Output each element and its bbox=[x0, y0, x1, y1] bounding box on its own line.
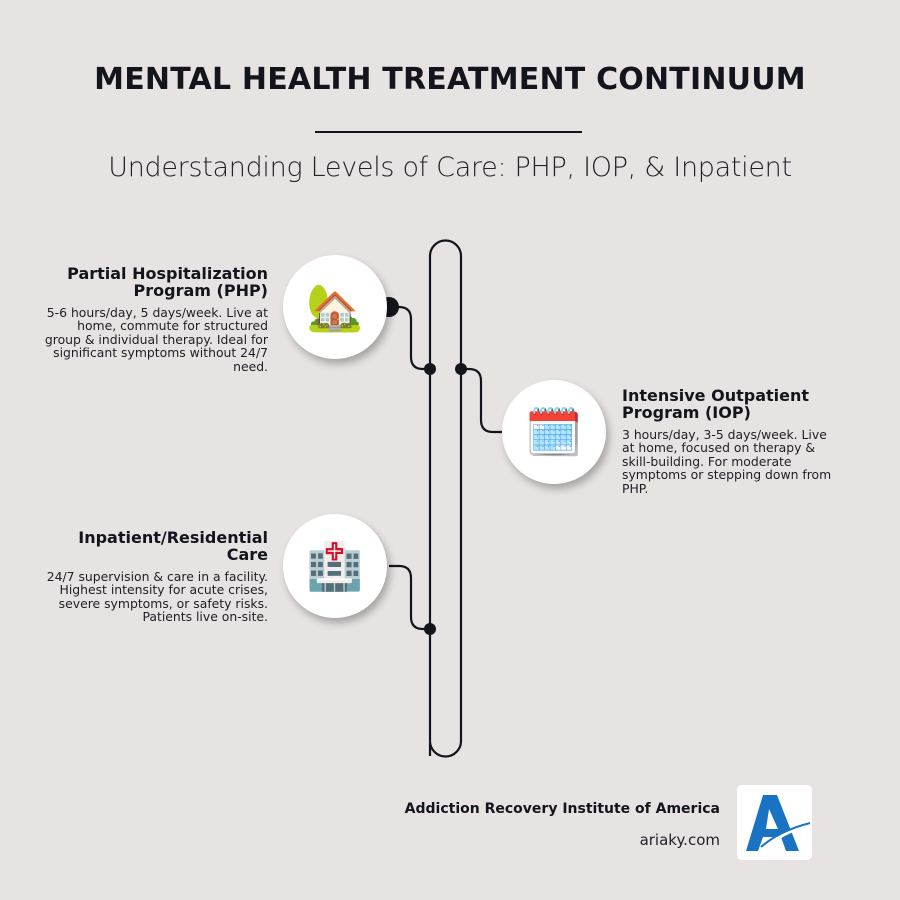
spiral-calendar-icon: 🗓️ bbox=[525, 405, 583, 459]
organization-name: Addiction Recovery Institute of America bbox=[404, 801, 720, 817]
inpatient-connector bbox=[389, 566, 430, 629]
iop-title: Intensive Outpatient Program (IOP) bbox=[622, 386, 810, 422]
php-title: Partial Hospitalization Program (PHP) bbox=[67, 264, 268, 300]
iop-track-dot bbox=[455, 363, 467, 375]
inpatient-title: Inpatient/Residential Care bbox=[78, 528, 268, 564]
php-connector bbox=[389, 307, 430, 369]
organization-url[interactable]: ariaky.com bbox=[639, 831, 720, 849]
iop-icon-circle bbox=[502, 380, 606, 484]
iop-connector bbox=[461, 369, 504, 432]
iop-description-block bbox=[622, 387, 837, 495]
php-description-block bbox=[38, 265, 268, 373]
inpatient-description-block bbox=[38, 529, 268, 624]
logo-a-icon bbox=[737, 785, 812, 860]
inpatient-description: 24/7 supervision & care in a facility. Highest intensity for acute crises, severe symptoms, or safety risks. Patients live on-site. bbox=[46, 569, 268, 625]
inpatient-icon-circle bbox=[283, 514, 387, 618]
organization-logo bbox=[737, 785, 812, 860]
hospital-icon: 🏥 bbox=[306, 539, 364, 593]
php-track-dot bbox=[424, 363, 436, 375]
continuum-track bbox=[430, 241, 461, 757]
page-subtitle: Understanding Levels of Care: PHP, IOP, & Inpatient bbox=[108, 152, 792, 183]
php-icon-circle bbox=[283, 255, 387, 359]
house-with-garden-icon: 🏡 bbox=[306, 280, 364, 334]
iop-description: 3 hours/day, 3-5 days/week. Live at home, focused on therapy & skill-building. For moderate symptoms or stepping down from PHP. bbox=[622, 427, 832, 496]
inpatient-track-dot bbox=[424, 623, 436, 635]
page-title: MENTAL HEALTH TREATMENT CONTINUUM bbox=[94, 62, 806, 97]
php-description: 5-6 hours/day, 5 days/week. Live at home, commute for structured group & individual therapy. Ideal for significant symptoms without 24/7 need. bbox=[44, 305, 268, 374]
